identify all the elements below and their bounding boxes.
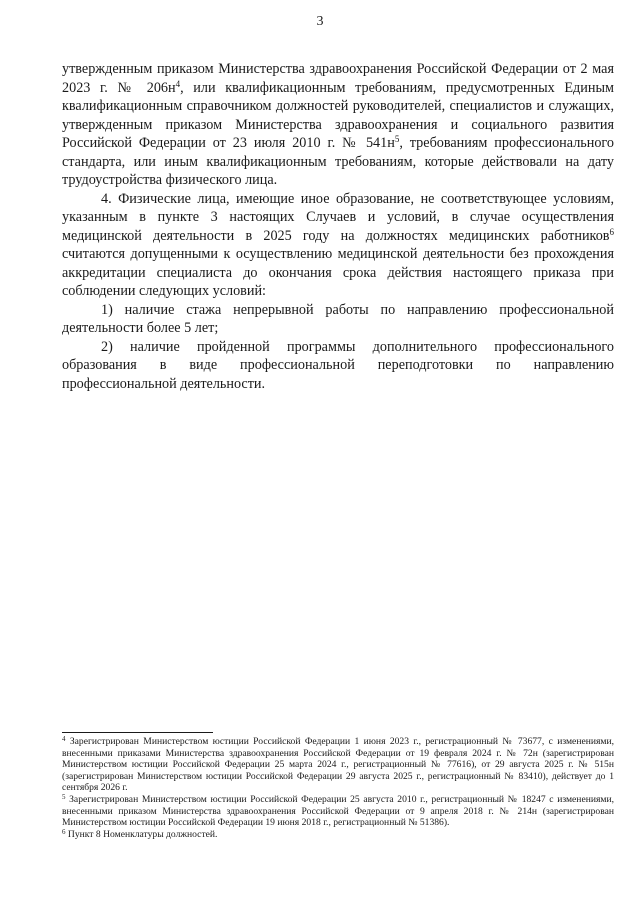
paragraph-text: считаются допущенными к осуществлению медицинской деятельности без прохождения аккредитации специалиста до окончания срока действия настоящего приказа при соблюдении следующих условий: bbox=[62, 246, 614, 299]
footnote-text: Зарегистрирован Министерством юстиции Российской Федерации 25 августа 2010 г., регистрационный № 18247 с изменениями, внесенными приказом Министерства здравоохранения Российской Федерации от 9 апреля 2018 г. № 214н (зарегистрирован Министерством юстиции Российской Федерации 19 июня 2018 г., регистрационный № 51386). bbox=[62, 793, 614, 829]
paragraph-requirements bbox=[62, 60, 614, 190]
footnote-ref: 6 bbox=[609, 226, 614, 237]
main-text bbox=[62, 60, 614, 393]
footnote-ref: 5 bbox=[394, 134, 400, 144]
footnote-text: Пункт 8 Номенклатуры должностей. bbox=[65, 828, 218, 840]
footnote-mark: 5 bbox=[62, 792, 66, 801]
footnote-4 bbox=[62, 736, 614, 794]
footnote-divider bbox=[62, 732, 213, 733]
condition-1: 1) наличие стажа непрерывной работы по направлению профессиональной деятельности более 5 лет; bbox=[62, 301, 614, 336]
paragraph-text: утвержденным приказом Министерства здравоохранения Российской Федерации от 2 мая 2023 г. № 206н bbox=[62, 61, 614, 96]
footnote-ref: 4 bbox=[175, 78, 181, 89]
paragraph-text: , требованиям профессионального стандарта, или иным квалификационным требованиям, которые действовали на дату трудоустройства физического лица. bbox=[62, 135, 614, 188]
footnote-mark: 4 bbox=[62, 735, 66, 743]
footnotes bbox=[62, 736, 614, 840]
condition-2: 2) наличие пройденной программы дополнительного профессионального образования в виде профессиональной переподготовки по направлению профессиональной деятельности. bbox=[62, 338, 614, 392]
footnote-text: Зарегистрирован Министерством юстиции Российской Федерации 1 июня 2023 г., регистрационный № 73677, с изменениями, внесенными приказами Министерства здравоохранения Российской Федерации от 19 февраля 2024 г. № 72н (зарегистрирован Министерством юстиции Российской Федерации 25 марта 2024 г., регистрационный № 77616), от 29 августа 2025 г. № 515н (зарегистрирован Министерством юстиции Российской Федерации 29 августа 2025 г., регистрационный № 83410), действует до 1 сентября 2026 г. bbox=[62, 736, 614, 794]
page-number: 3 bbox=[316, 14, 324, 29]
paragraph-item-4 bbox=[62, 190, 614, 301]
paragraph-text: 4. Физические лица, имеющие иное образование, не соответствующее условиям, указанным в пункте 3 настоящих Случаев и условий, в случае осуществления медицинской деятельности в 2025 году на должностях медицинских работников bbox=[62, 190, 614, 244]
footnote-mark: 6 bbox=[62, 827, 66, 836]
footnote-5 bbox=[62, 794, 614, 829]
paragraph-text: , или квалификационным требованиям, предусмотренных Единым квалификационным справочником должностей руководителей, специалистов и служащих, утвержденным приказом Министерства здравоохранения и социального развития Российской Федерации от 23 июля 2010 г. № 541н bbox=[62, 79, 614, 151]
footnote-6 bbox=[62, 829, 614, 841]
